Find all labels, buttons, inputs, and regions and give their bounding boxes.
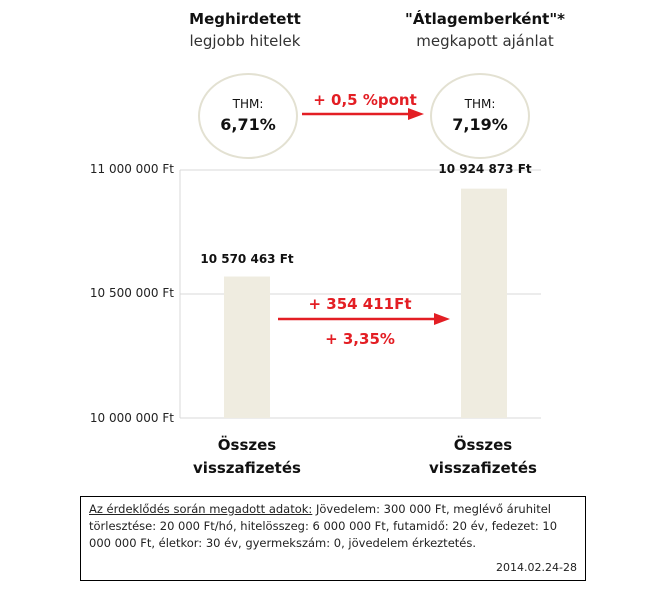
left-thm-value: 6,71% xyxy=(220,115,276,134)
bar-value-label-right: 10 924 873 Ft xyxy=(438,162,532,176)
x-category-label-left xyxy=(172,434,322,480)
y-tick-label-bottom: 10 000 000 Ft xyxy=(89,411,174,425)
left-column-subtitle: legjobb hitelek xyxy=(189,32,301,50)
amount-diff-arrow xyxy=(276,311,452,327)
thm-diff-label: + 0,5 %pont xyxy=(313,91,417,109)
footnote-box xyxy=(80,496,586,581)
x-category-label-right-line2: visszafizetés xyxy=(429,459,537,477)
footnote-heading: Az érdeklődés során megadott adatok: xyxy=(89,502,313,516)
y-tick-label-top: 11 000 000 Ft xyxy=(89,162,174,176)
footnote-text: Jövedelem: 300 000 Ft, meglévő áruhitel törlesztése: 20 000 Ft/hó, hitelösszeg: 6 000 000 Ft, futamidő: 20 év, fedezet: 10 000 000 Ft, életkor: 30 év, gyermekszám: 0, jövedelem érkeztetés. xyxy=(89,502,558,550)
amount-diff-label: + 354 411Ft xyxy=(308,295,412,313)
x-category-label-left-line1: Összes xyxy=(217,436,277,454)
footnote-date: 2014.02.24-28 xyxy=(496,561,577,574)
x-category-label-right xyxy=(408,434,558,480)
bar-0 xyxy=(224,277,270,418)
left-column-title: Meghirdetett xyxy=(189,10,301,28)
left-thm-label: THM: xyxy=(232,97,264,111)
right-column-subtitle: megkapott ajánlat xyxy=(416,32,554,50)
x-category-label-right-line1: Összes xyxy=(453,436,513,454)
percent-diff-label: + 3,35% xyxy=(325,330,395,348)
bar-1 xyxy=(461,189,507,418)
y-tick-label-middle: 10 500 000 Ft xyxy=(89,286,174,300)
right-thm-label: THM: xyxy=(464,97,496,111)
right-thm-value: 7,19% xyxy=(452,115,508,134)
bar-value-label-left: 10 570 463 Ft xyxy=(200,252,294,266)
x-category-label-left-line2: visszafizetés xyxy=(193,459,301,477)
right-column-title: "Átlagemberként"* xyxy=(405,10,565,28)
